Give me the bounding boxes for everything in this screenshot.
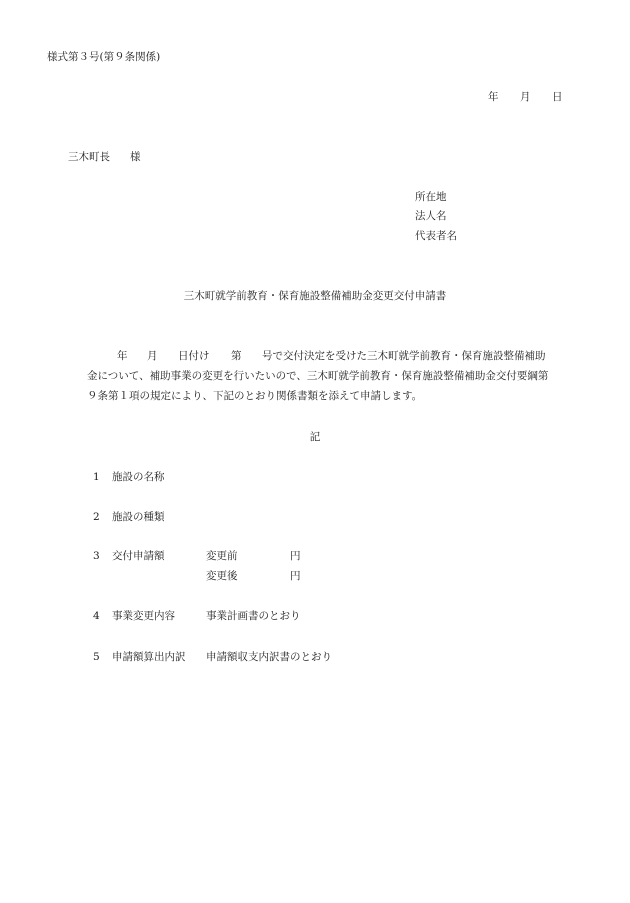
item-label: 事業変更内容 [112, 610, 175, 622]
amount-after-unit: 円 [290, 570, 301, 582]
body-line2: 金について、補助事業の変更を行いたいので、三木町就学前教育・保育施設整備補助金交付要綱第 [87, 370, 549, 382]
body-line3: ９条第１項の規定により、下記のとおり関係書類を添えて申請します。 [87, 390, 423, 402]
body-line1-dai: 第 [231, 350, 242, 362]
ki-heading: 記 [309, 431, 321, 443]
addressee-name: 三木町長 [68, 151, 110, 163]
applicant-rep-label: 代表者名 [415, 230, 457, 242]
form-number: 様式第３号(第９条関係) [47, 51, 161, 63]
amount-before-label: 変更前 [206, 550, 238, 562]
body-line1-month: 月 [147, 350, 158, 362]
item-label: 交付申請額 [112, 550, 165, 562]
date-year: 年 [488, 91, 499, 103]
item-number: 3 [93, 550, 100, 562]
item-number: 1 [93, 471, 100, 483]
date-day: 日 [552, 91, 563, 103]
body-line1-rest: 号で交付決定を受けた三木町就学前教育・保育施設整備補助 [262, 350, 546, 362]
item-value: 申請額収支内訳書のとおり [206, 651, 332, 663]
item-label: 施設の種類 [112, 511, 165, 523]
applicant-corp-label: 法人名 [415, 210, 447, 222]
item-number: 5 [93, 651, 100, 663]
item-label: 申請額算出内訳 [112, 651, 186, 663]
body-line1-year: 年 [117, 350, 128, 362]
date-month: 月 [520, 91, 531, 103]
amount-after-label: 変更後 [206, 570, 238, 582]
item-value: 事業計画書のとおり [206, 610, 301, 622]
applicant-address-label: 所在地 [415, 191, 447, 203]
addressee-honorific: 様 [130, 151, 141, 163]
item-number: 4 [93, 610, 100, 622]
body-line1-day: 日付け [178, 350, 210, 362]
item-label: 施設の名称 [112, 471, 165, 483]
item-number: 2 [93, 511, 100, 523]
amount-before-unit: 円 [290, 550, 301, 562]
document-title: 三木町就学前教育・保育施設整備補助金変更交付申請書 [183, 290, 447, 302]
